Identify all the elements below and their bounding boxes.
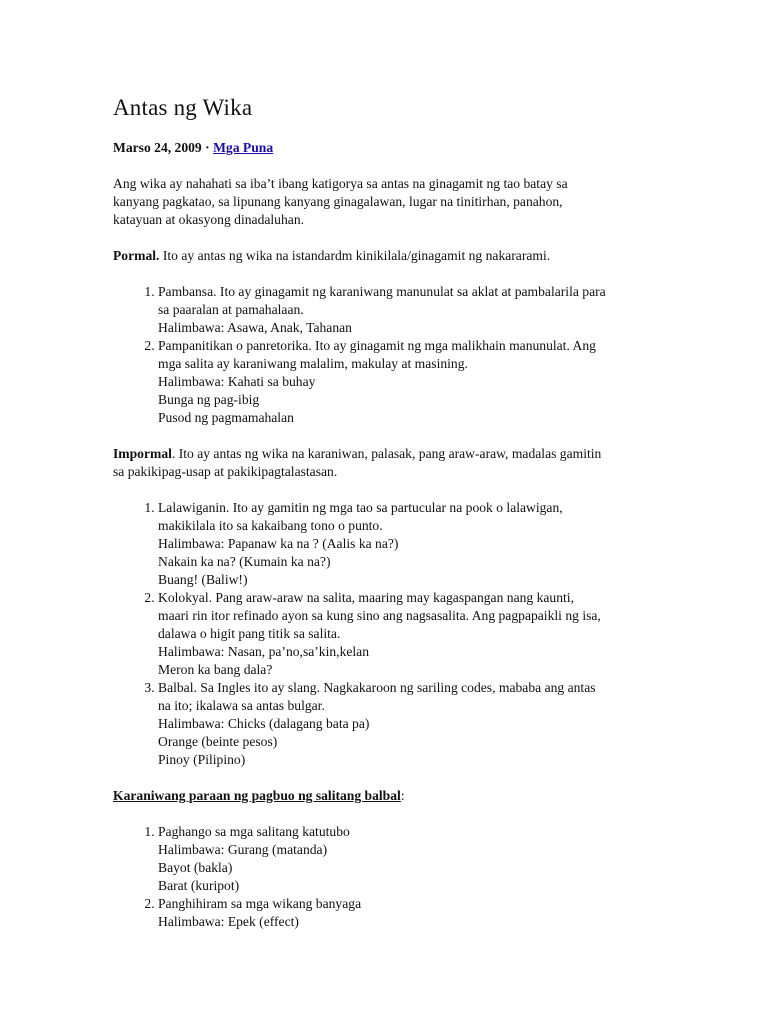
list-item [158, 589, 673, 679]
list-item-line: maari rin itor refinado ayon sa kung sino ang nagsasalita. Ang pagpapaikli ng isa, [158, 608, 601, 623]
list-item-line: Halimbawa: Chicks (dalagang bata pa) [158, 716, 370, 731]
intro-line: kanyang pagkatao, sa lipunang kanyang ginagalawan, lugar na tinitirhan, panahon, [113, 194, 563, 209]
list-item-line: 1. Lalawiganin. Ito ay gamitin ng mga tao sa partucular na pook o lalawigan, [158, 500, 563, 515]
post-date: Marso 24, 2009 [113, 140, 202, 155]
list-item-line: Halimbawa: Kahati sa buhay [158, 374, 316, 389]
list-item [158, 823, 673, 895]
intro-line: Ang wika ay nahahati sa iba’t ibang katigorya sa antas na ginagamit ng tao batay sa [113, 176, 568, 191]
impormal-list [113, 499, 673, 769]
page-title: Antas ng Wika [113, 95, 253, 120]
impormal-paragraph [113, 445, 673, 481]
list-item-line: Pinoy (Pilipino) [158, 752, 246, 767]
karaniwang-list [113, 823, 673, 931]
list-item-line: dalawa o higit pang titik sa salita. [158, 626, 341, 641]
list-item-line: 2. Panghihiram sa mga wikang banyaga [158, 896, 362, 911]
list-item-line: makikilala ito sa kakaibang tono o punto. [158, 518, 383, 533]
list-item [158, 499, 673, 589]
list-item-line: Halimbawa: Asawa, Anak, Tahanan [158, 320, 352, 335]
list-item-line: Barat (kuripot) [158, 878, 240, 893]
karaniwang-colon: : [400, 788, 405, 803]
list-item-line: 2. Pampanitikan o panretorika. Ito ay ginagamit ng mga malikhain manunulat. Ang [158, 338, 596, 353]
list-item-line: 1. Paghango sa mga salitang katutubo [158, 824, 350, 839]
list-item-line: Pusod ng pagmamahalan [158, 410, 294, 425]
list-item-line: Halimbawa: Nasan, pa’no,sa’kin,kelan [158, 644, 370, 659]
list-item-line: sa paaralan at pamahalaan. [158, 302, 304, 317]
meta-separator: · [201, 140, 214, 155]
list-item-line: 1. Pambansa. Ito ay ginagamit ng karaniwang manunulat sa aklat at pambalarila para [158, 284, 606, 299]
pormal-heading: Pormal. [113, 248, 160, 263]
list-item-line: 2. Kolokyal. Pang araw-araw na salita, maaring may kagaspangan nang kaunti, [158, 590, 574, 605]
list-item-line: Bayot (bakla) [158, 860, 233, 875]
list-item-line: Halimbawa: Epek (effect) [158, 914, 299, 929]
list-item-line: Meron ka bang dala? [158, 662, 273, 677]
pormal-text: Ito ay antas ng wika na istandardm kinikilala/ginagamit ng nakararami. [159, 248, 551, 263]
pormal-list [113, 283, 673, 427]
list-item [158, 337, 673, 427]
list-item [158, 283, 673, 337]
list-item-line: Halimbawa: Papanaw ka na ? (Aalis ka na?) [158, 536, 399, 551]
list-item-line: Nakain ka na? (Kumain ka na?) [158, 554, 331, 569]
intro-paragraph [113, 175, 673, 229]
list-item-line: Halimbawa: Gurang (matanda) [158, 842, 328, 857]
post-meta [113, 139, 673, 157]
list-item-line: na ito; ikalawa sa antas bulgar. [158, 698, 325, 713]
comments-link[interactable]: Mga Puna [213, 140, 274, 155]
karaniwang-heading: Karaniwang paraan ng pagbuo ng salitang balbal [113, 788, 401, 803]
list-item-line: Buang! (Baliw!) [158, 572, 248, 587]
list-item [158, 679, 673, 769]
list-item-line: mga salita ay karaniwang malalim, makulay at masining. [158, 356, 468, 371]
list-item-line: Orange (beinte pesos) [158, 734, 278, 749]
impormal-text-line: . Ito ay antas ng wika na karaniwan, palasak, pang araw-araw, madalas gamitin [171, 446, 602, 461]
list-item-line: Bunga ng pag-ibig [158, 392, 260, 407]
list-item-line: 3. Balbal. Sa Ingles ito ay slang. Nagkakaroon ng sariling codes, mababa ang antas [158, 680, 596, 695]
intro-line: katayuan at okasyong dinadaluhan. [113, 212, 305, 227]
document-page [113, 94, 673, 931]
impormal-text-line: sa pakikipag-usap at pakikipagtalastasan. [113, 464, 338, 479]
pormal-paragraph [113, 247, 673, 265]
list-item [158, 895, 673, 931]
impormal-heading: Impormal [113, 446, 172, 461]
karaniwang-paragraph [113, 787, 673, 805]
